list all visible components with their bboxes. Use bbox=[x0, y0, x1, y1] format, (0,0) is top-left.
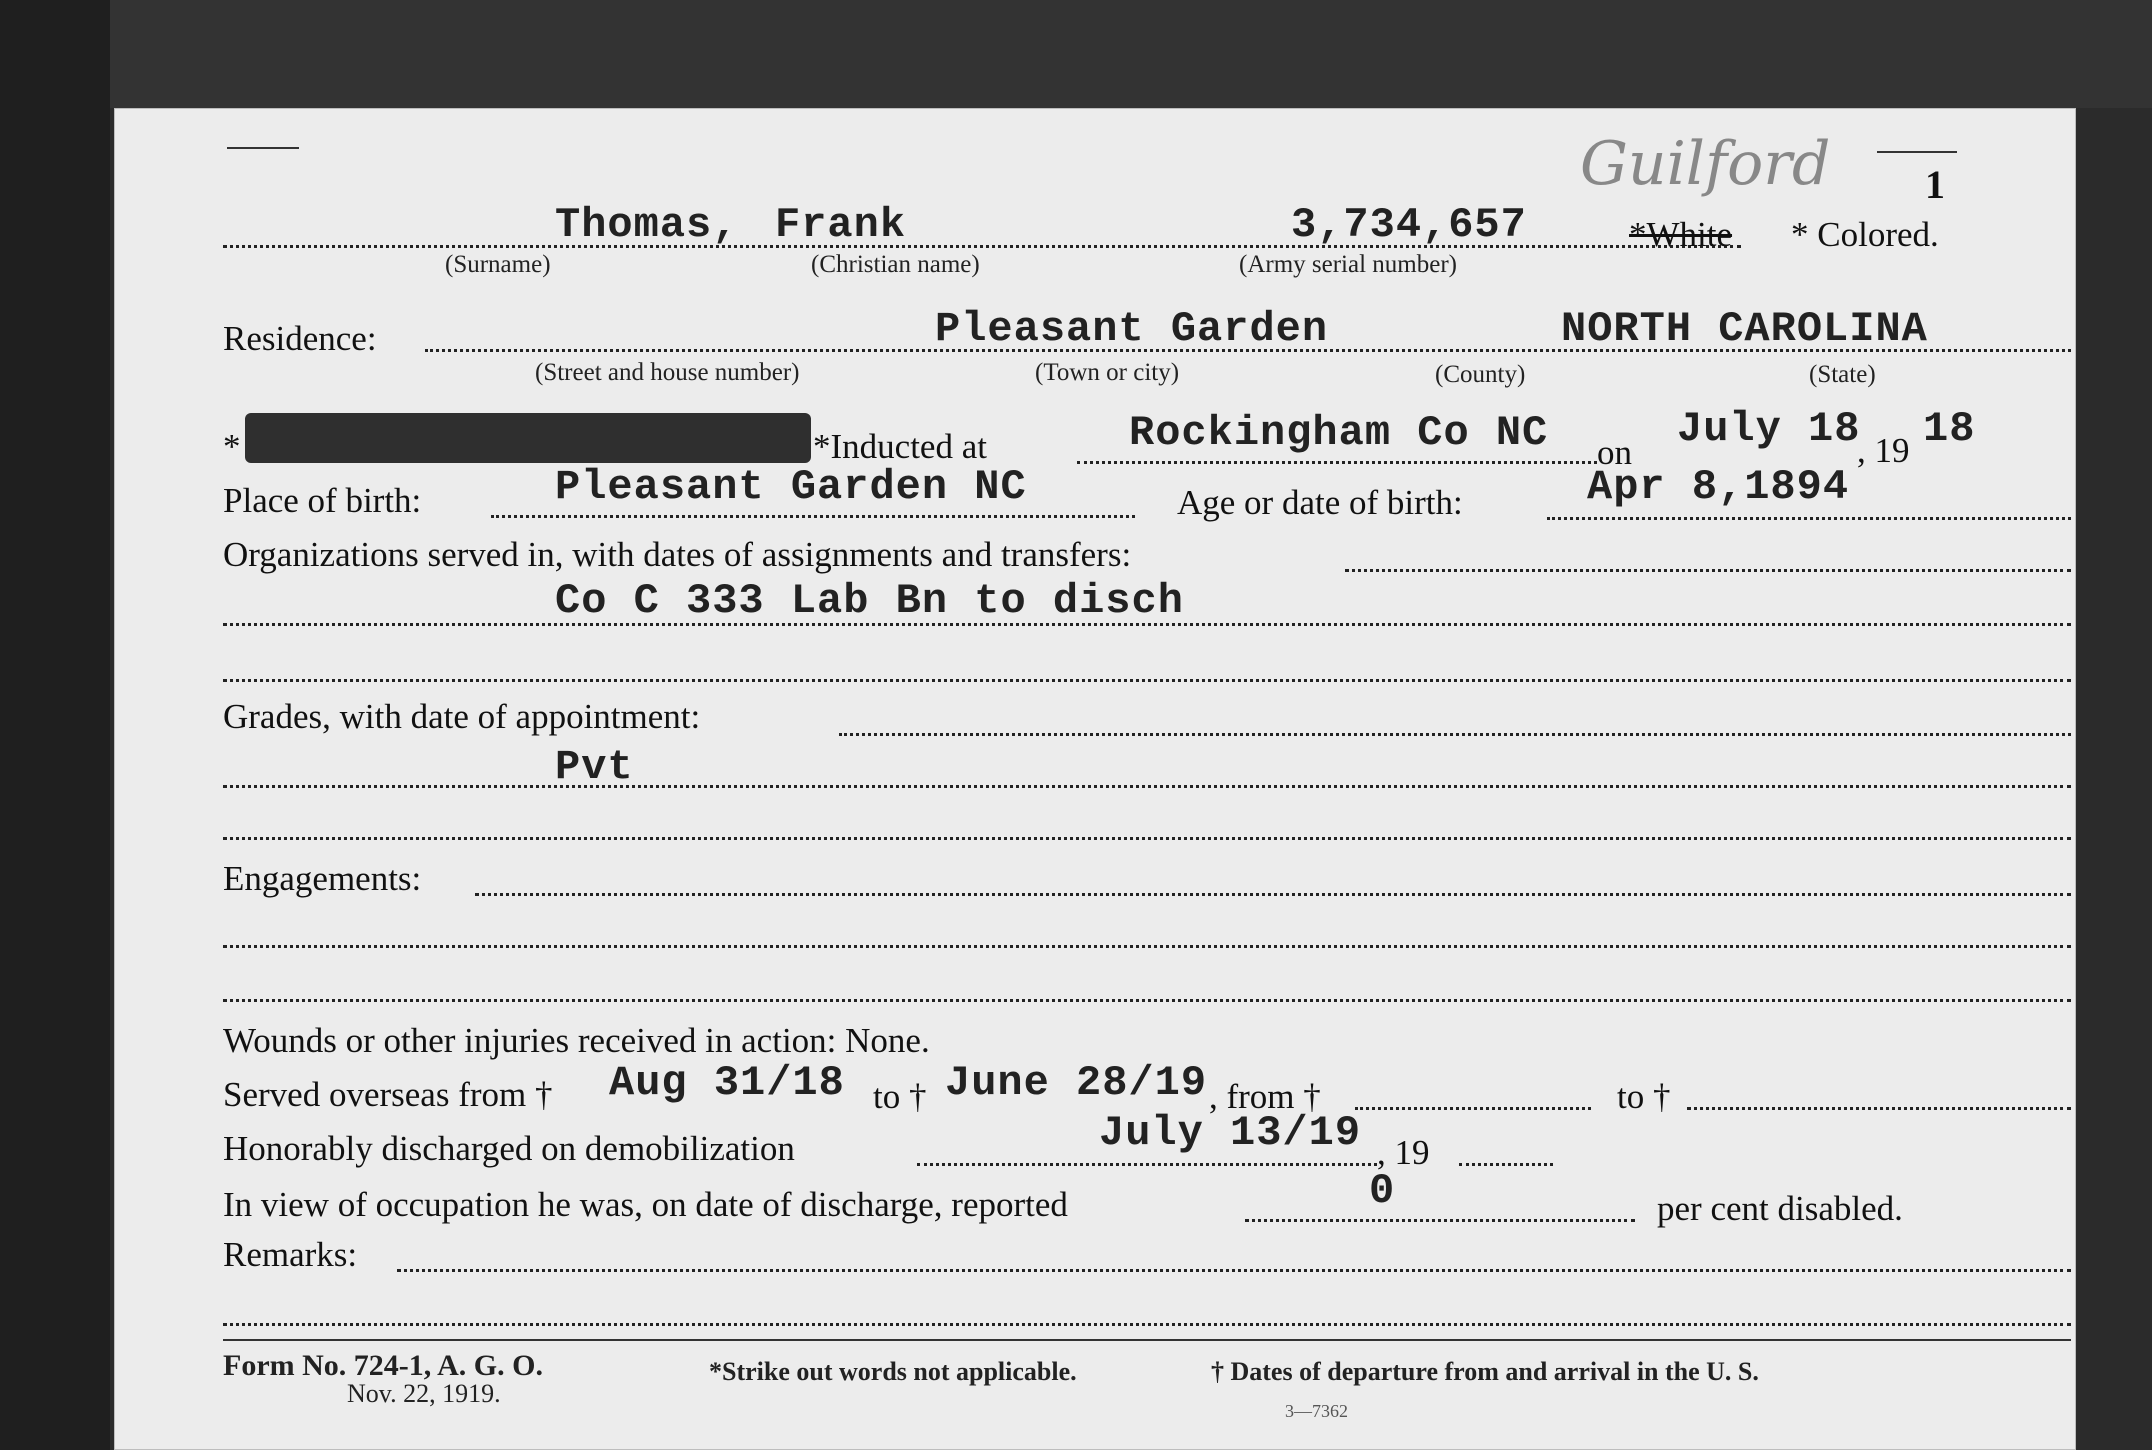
serial-number-value: 3,734,657 bbox=[1291, 201, 1527, 249]
discharge-year-line bbox=[1459, 1163, 1553, 1166]
inducted-year: 18 bbox=[1923, 405, 1976, 453]
redaction-mark bbox=[245, 413, 811, 463]
caption-state: (State) bbox=[1809, 361, 1876, 388]
footer-rule bbox=[223, 1339, 2071, 1341]
discharge-label: Honorably discharged on demobilization bbox=[223, 1129, 795, 1168]
dates-note: † Dates of departure from and arrival in the U. S. bbox=[1211, 1357, 1759, 1386]
disability-label: In view of occupation he was, on date of discharge, reported bbox=[223, 1185, 1068, 1224]
organizations-line-2 bbox=[223, 623, 2071, 626]
grades-line-3 bbox=[223, 837, 2071, 840]
grades-value: Pvt bbox=[555, 743, 634, 791]
discharge-year-label: , 19 bbox=[1377, 1133, 1430, 1172]
enlisted-star: * bbox=[223, 427, 241, 466]
organizations-value: Co C 333 Lab Bn to disch bbox=[555, 577, 1184, 625]
inducted-year-prefix: , 19 bbox=[1857, 431, 1910, 470]
card-number: 1 bbox=[1925, 162, 1945, 207]
remarks-line-1 bbox=[397, 1269, 2071, 1272]
scan-background-left bbox=[0, 0, 110, 1450]
form-date: Nov. 22, 1919. bbox=[347, 1379, 501, 1408]
race-white: *White bbox=[1629, 215, 1733, 254]
residence-town: Pleasant Garden bbox=[935, 305, 1329, 353]
grades-label: Grades, with date of appointment: bbox=[223, 697, 701, 736]
organizations-label: Organizations served in, with dates of assignments and transfers: bbox=[223, 535, 1132, 574]
age-label: Age or date of birth: bbox=[1177, 483, 1463, 522]
disability-value: 0 bbox=[1369, 1167, 1396, 1215]
place-of-birth-label: Place of birth: bbox=[223, 481, 422, 520]
discharge-date: July 13/19 bbox=[1099, 1109, 1362, 1157]
organizations-line-1 bbox=[1345, 569, 2071, 572]
residence-line bbox=[425, 349, 2071, 352]
grades-line-1 bbox=[839, 733, 2071, 736]
engagements-line-2 bbox=[223, 945, 2071, 948]
remarks-line-2 bbox=[223, 1323, 2071, 1326]
handwritten-county: Guilford bbox=[1580, 129, 1831, 199]
discharge-date-line bbox=[917, 1163, 1377, 1166]
overseas-to-1: June 28/19 bbox=[945, 1059, 1208, 1107]
overseas-label: Served overseas from † bbox=[223, 1075, 553, 1114]
service-record-card bbox=[114, 108, 2076, 1450]
card-number-rule bbox=[1877, 151, 1957, 153]
caption-street: (Street and house number) bbox=[535, 359, 800, 386]
residence-state: NORTH CAROLINA bbox=[1561, 305, 1928, 353]
inducted-date: July 18 bbox=[1677, 405, 1861, 453]
grades-line-2 bbox=[223, 785, 2071, 788]
overseas-from-2-line bbox=[1355, 1107, 1591, 1110]
engagements-line-3 bbox=[223, 999, 2071, 1002]
place-of-birth-line bbox=[491, 515, 1135, 518]
overseas-to-label-2: to † bbox=[1617, 1077, 1671, 1116]
disability-suffix: per cent disabled. bbox=[1657, 1189, 1903, 1228]
christian-name-value: Frank bbox=[775, 201, 907, 249]
top-left-rule bbox=[227, 147, 299, 149]
scan-background-top bbox=[110, 0, 2152, 108]
wounds-label: Wounds or other injuries received in action: None. bbox=[223, 1021, 930, 1060]
remarks-label: Remarks: bbox=[223, 1235, 358, 1274]
caption-town: (Town or city) bbox=[1035, 359, 1180, 386]
engagements-line-1 bbox=[475, 893, 2071, 896]
form-number: Form No. 724-1, A. G. O. bbox=[223, 1349, 543, 1382]
strike-note: *Strike out words not applicable. bbox=[709, 1357, 1077, 1386]
caption-serial-number: (Army serial number) bbox=[1239, 251, 1457, 278]
caption-surname: (Surname) bbox=[445, 251, 551, 278]
overseas-to-2-line bbox=[1687, 1107, 2071, 1110]
engagements-label: Engagements: bbox=[223, 859, 422, 898]
place-of-birth-value: Pleasant Garden NC bbox=[555, 463, 1027, 511]
caption-christian-name: (Christian name) bbox=[811, 251, 980, 278]
bottom-code: 3—7362 bbox=[1285, 1401, 1348, 1421]
on-label: on bbox=[1597, 433, 1632, 472]
birth-date-line bbox=[1547, 517, 2071, 520]
overseas-from-1: Aug 31/18 bbox=[609, 1059, 845, 1107]
name-line bbox=[223, 245, 1741, 248]
organizations-line-3 bbox=[223, 679, 2071, 682]
race-colored: * Colored. bbox=[1791, 215, 1939, 254]
surname-value: Thomas, bbox=[555, 201, 739, 249]
disability-line bbox=[1245, 1219, 1635, 1222]
birth-date-value: Apr 8,1894 bbox=[1587, 463, 1850, 511]
caption-county: (County) bbox=[1435, 361, 1526, 388]
inducted-at-label: *Inducted at bbox=[813, 427, 987, 466]
overseas-to-label: to † bbox=[873, 1077, 927, 1116]
inducted-place: Rockingham Co NC bbox=[1129, 409, 1549, 457]
race-white-label bbox=[1629, 215, 1732, 255]
overseas-from-label-2: , from † bbox=[1209, 1077, 1321, 1116]
inducted-place-line bbox=[1077, 461, 1597, 464]
residence-label: Residence: bbox=[223, 319, 377, 358]
